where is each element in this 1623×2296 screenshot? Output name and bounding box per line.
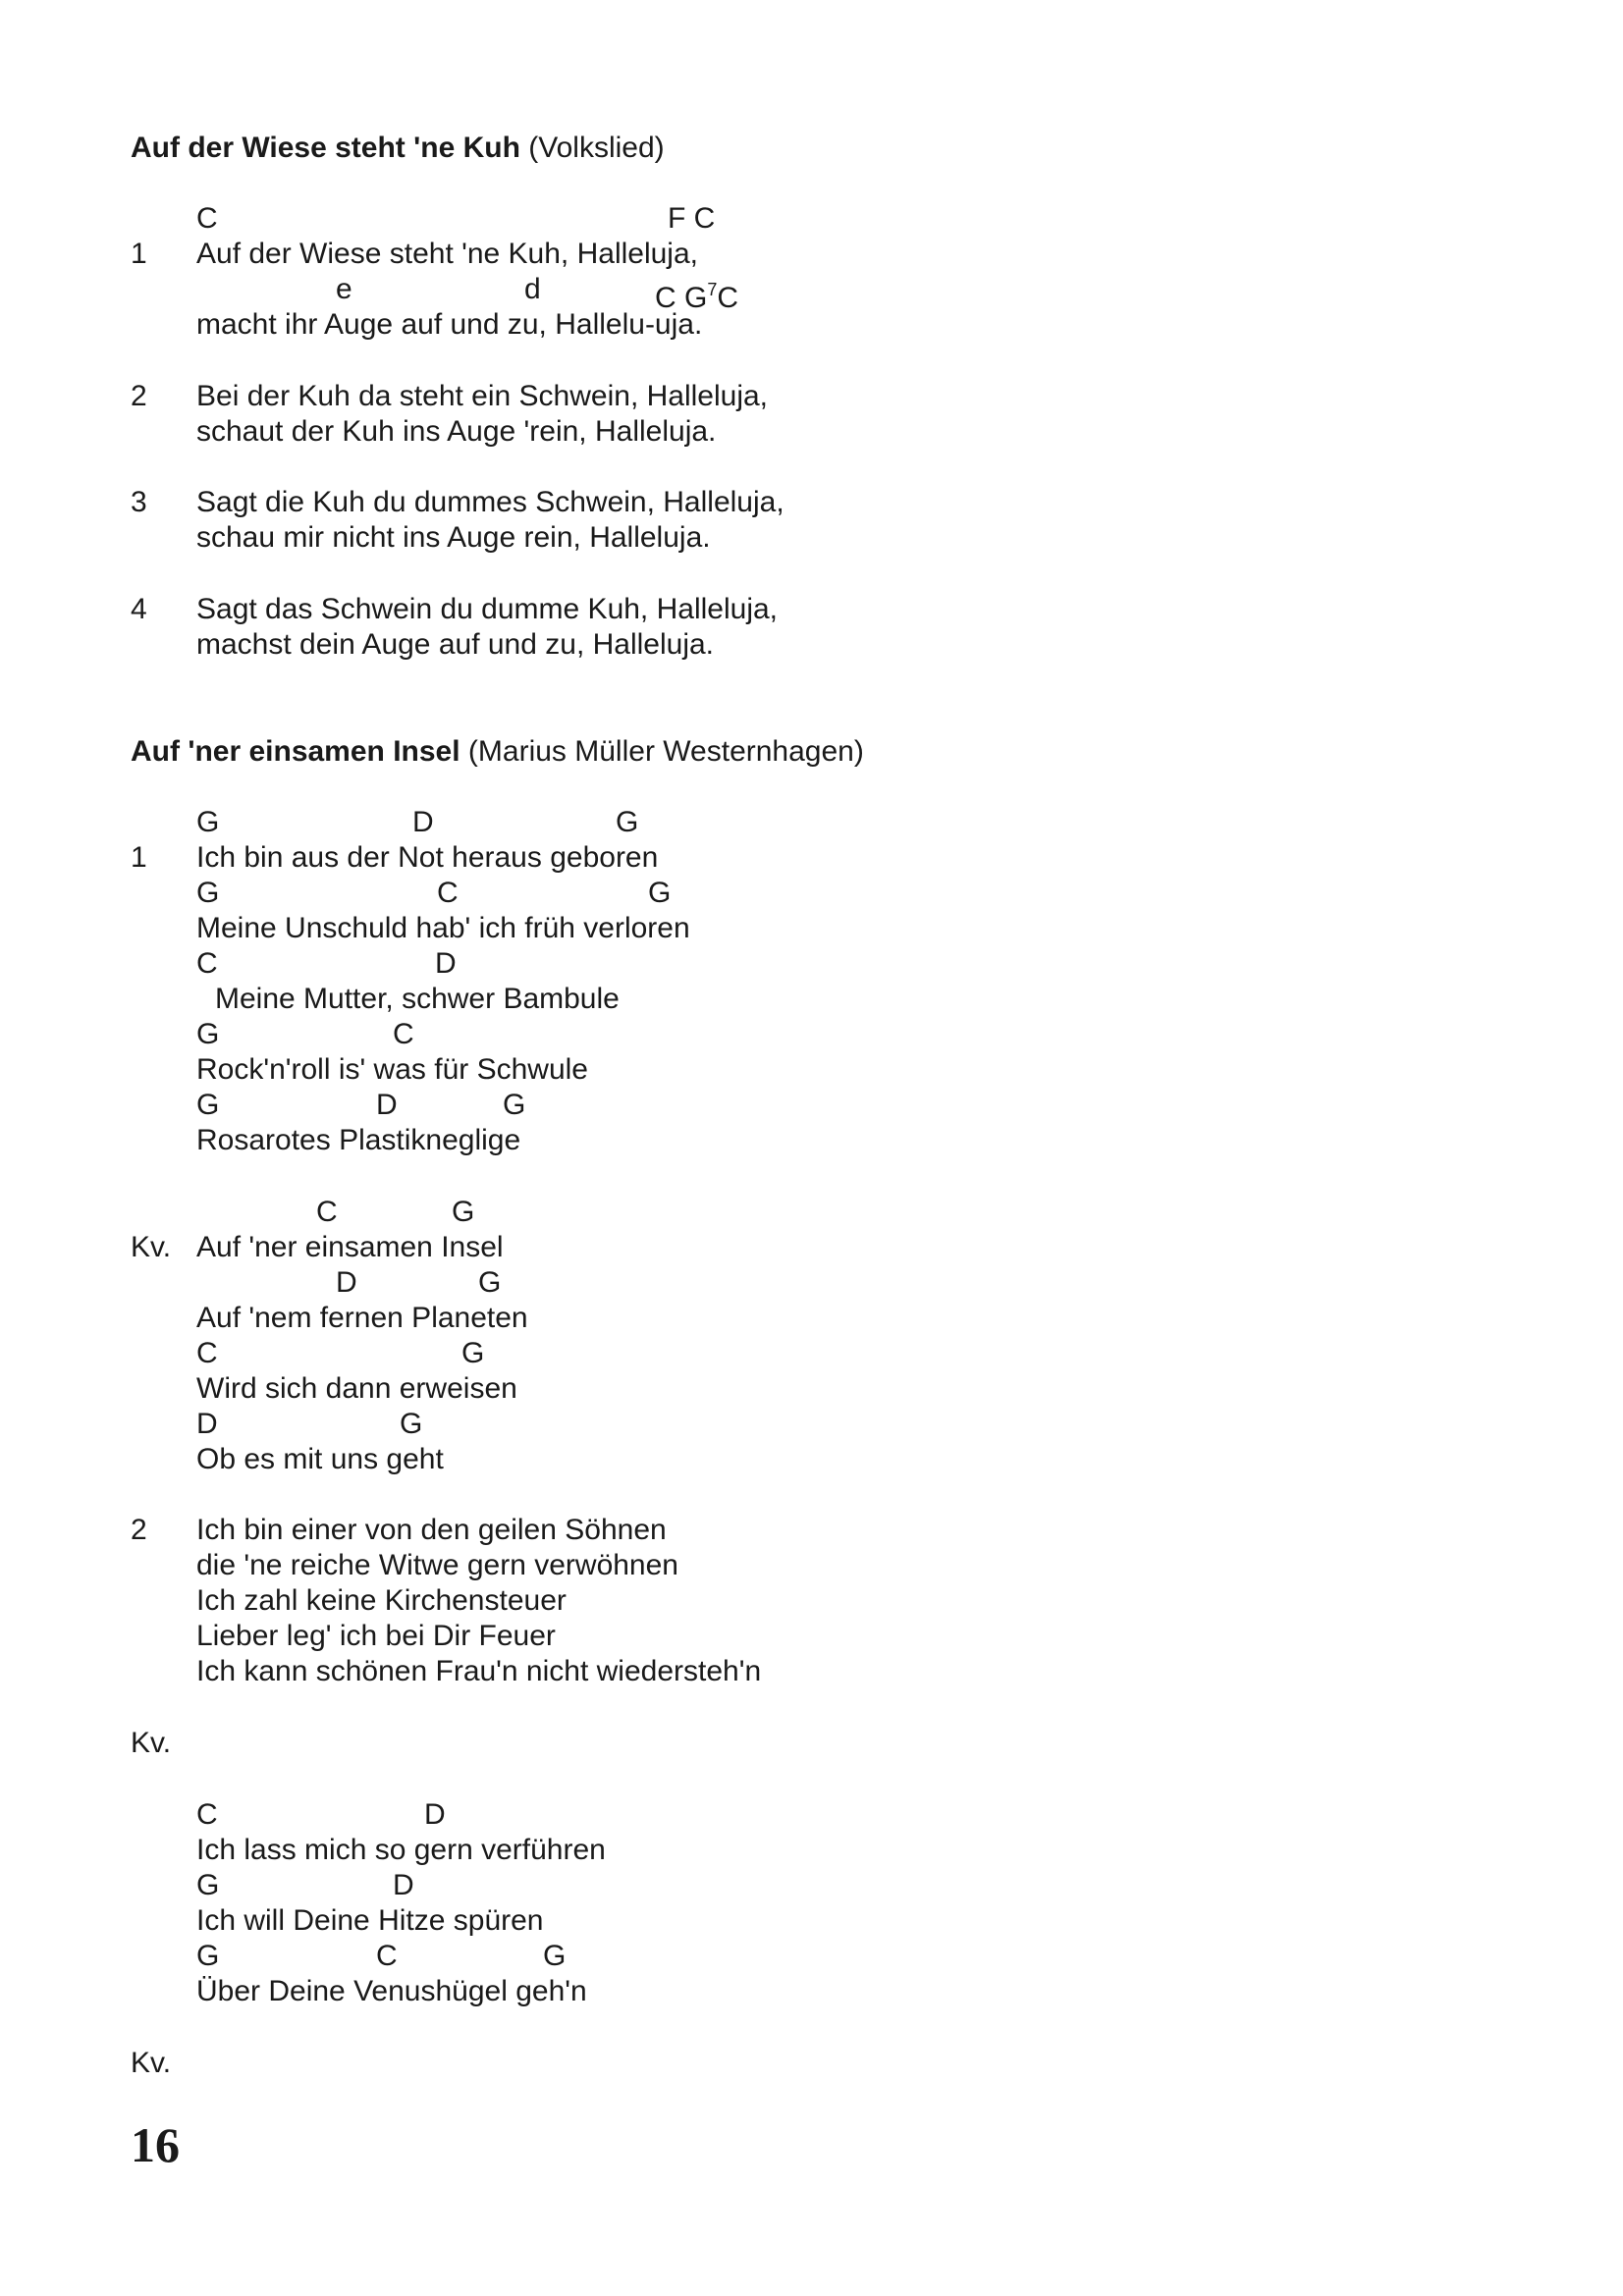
lyric-line: Ich bin einer von den geilen Söhnen [196,1514,667,1546]
chord: C [437,877,459,909]
chord: G [196,1018,220,1050]
lyric-line: Auf 'ner einsamen Insel [196,1231,504,1263]
chord: C [196,202,218,235]
chord: D [435,947,457,980]
chord: D [412,806,434,838]
chord: G [543,1940,567,1972]
page-number: 16 [131,2117,180,2172]
chorus-label: Kv. [131,2047,172,2079]
lyric-line: die 'ne reiche Witwe gern verwöhnen [196,1549,678,1581]
lyric-line: Über Deine Venushügel geh'n [196,1975,587,2007]
lyric-line: Ich lass mich so gern verführen [196,1834,606,1866]
verse-number: 4 [131,593,147,625]
chord: d [524,273,541,305]
chord: G [452,1196,475,1228]
lyric-line: Ich bin aus der Not heraus geboren [196,841,659,874]
chord: G [616,806,639,838]
lyric-line: schau mir nicht ins Auge rein, Halleluja. [196,521,711,554]
lyric-line: Ich zahl keine Kirchensteuer [196,1584,567,1617]
lyric-line: Rosarotes Plastikneglige [196,1124,521,1156]
lyric-line: machst dein Auge auf und zu, Halleluja. [196,628,715,661]
chord: D [196,1408,218,1440]
verse-number: 3 [131,486,147,518]
song-title: Auf 'ner einsamen Insel [131,735,460,768]
chord: G [503,1089,526,1121]
lyric-line: Meine Unschuld hab' ich früh verloren [196,912,690,944]
chord: D [376,1089,398,1121]
verse-number: 1 [131,841,147,874]
song-title-line [131,734,864,770]
chord: C [196,1798,218,1831]
chord: C [376,1940,398,1972]
chord: C [393,1018,414,1050]
chord: G [400,1408,423,1440]
song-source: (Volkslied) [528,132,665,164]
lyric-line: Meine Mutter, schwer Bambule [215,983,620,1015]
lyric-line: Bei der Kuh da steht ein Schwein, Halleluja, [196,380,769,412]
chorus-label: Kv. [131,1231,172,1263]
chord-root: C G [655,282,708,314]
chord: G [461,1337,485,1369]
chord: F C [668,202,716,235]
chord: G [196,806,220,838]
song-title-line [131,131,665,166]
lyric-line: Rock'n'roll is' was für Schwule [196,1053,588,1086]
chord-root: C [717,282,739,314]
chord: C [196,1337,218,1369]
lyric-line: Sagt die Kuh du dummes Schwein, Halleluja, [196,486,784,518]
lyric-line: Auf der Wiese steht 'ne Kuh, Halleluja, [196,238,698,270]
chord: G [196,1089,220,1121]
lyric-line: macht ihr Auge auf und zu, Hallelu-uja. [196,308,703,341]
chord-superscript: 7 [707,280,718,299]
chord: G [648,877,672,909]
chord: G [196,877,220,909]
chord: C [196,947,218,980]
verse-number: 2 [131,380,147,412]
chord: D [393,1869,414,1901]
lyric-line: Ich kann schönen Frau'n nicht wiedersteh'n [196,1655,762,1687]
chord: G [196,1869,220,1901]
lyric-line: Ob es mit uns geht [196,1443,444,1475]
song-title: Auf der Wiese steht 'ne Kuh [131,132,520,164]
chord: C [316,1196,338,1228]
chord: D [424,1798,446,1831]
lyric-line: Wird sich dann erweisen [196,1372,517,1405]
lyric-line: Ich will Deine Hitze spüren [196,1904,544,1937]
verse-number: 1 [131,238,147,270]
lyric-line: schaut der Kuh ins Auge 'rein, Halleluja. [196,415,717,448]
lyric-line: Auf 'nem fernen Planeten [196,1302,528,1334]
lyric-line: Sagt das Schwein du dumme Kuh, Halleluja, [196,593,779,625]
lyric-line: Lieber leg' ich bei Dir Feuer [196,1620,556,1652]
chorus-label: Kv. [131,1727,172,1759]
chord: D [336,1266,357,1299]
chord: G [478,1266,502,1299]
song-source: (Marius Müller Westernhagen) [467,735,864,768]
chord: e [336,273,352,305]
chord: G [196,1940,220,1972]
verse-number: 2 [131,1514,147,1546]
